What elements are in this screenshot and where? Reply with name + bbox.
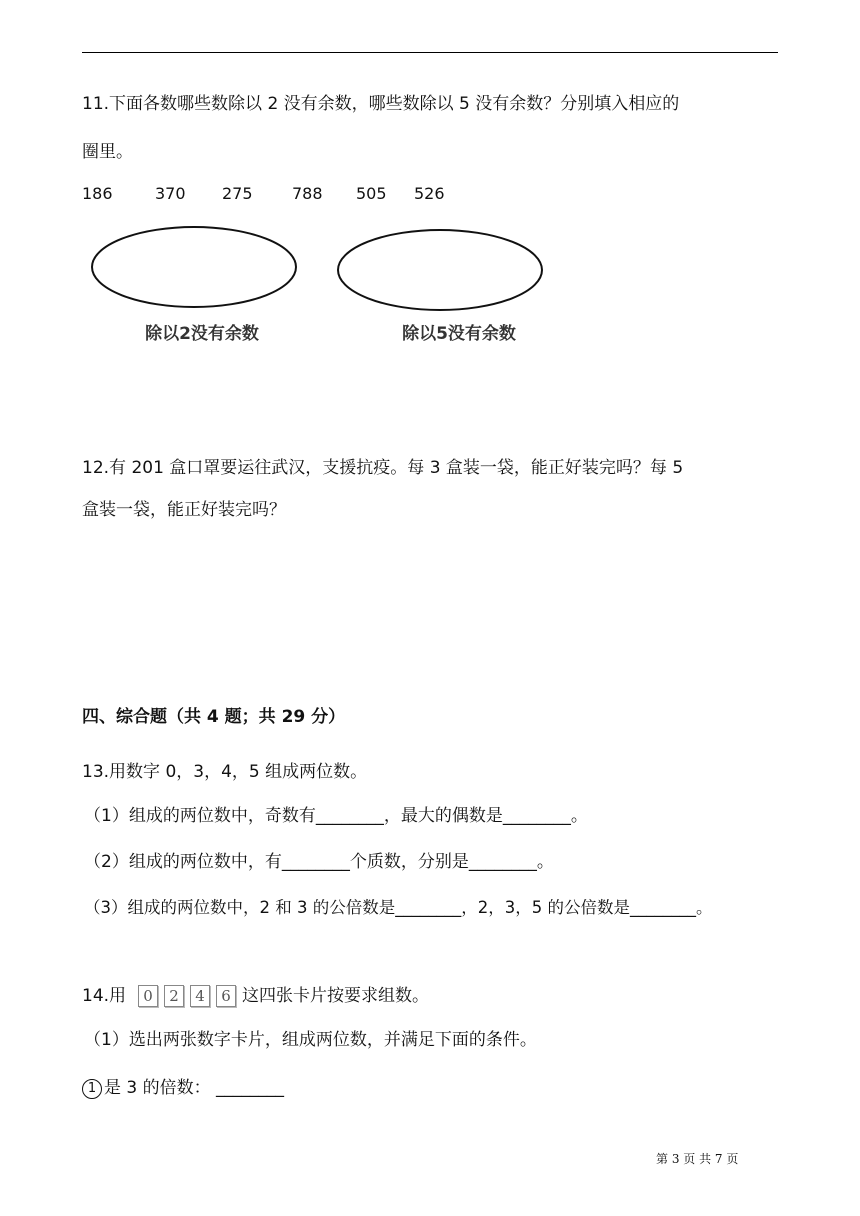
circle-div-by-5 (338, 230, 542, 310)
circle-div-by-2 (92, 227, 296, 307)
q13-part3: （3）组成的两位数中，2 和 3 的公倍数是________，2，3，5 的公倍数是________。 (84, 898, 713, 917)
q12-line1: 12.有 201 盒口罩要运往武汉，支援抗疫。每 3 盒装一袋，能正好装完吗？每 5 (82, 458, 684, 478)
q11-line2: 圈里。 (82, 142, 133, 162)
q14-suffix: 这四张卡片按要求组数。 (242, 986, 430, 1006)
section-heading: 四、综合题（共 4 题；共 29 分） (82, 707, 346, 727)
q11-number-list (0, 184, 860, 208)
q13-part2: （2）组成的两位数中，有________个质数，分别是________。 (84, 852, 554, 872)
q14-stem (82, 984, 429, 1008)
q11-circles (82, 226, 562, 356)
q13-stem: 13.用数字 0，3，4，5 组成两位数。 (82, 762, 368, 782)
number-item: 186 (82, 184, 113, 203)
q14-prefix: 14.用 (82, 986, 127, 1006)
header-rule (82, 52, 778, 53)
number-item: 788 (292, 184, 323, 203)
number-item: 505 (356, 184, 387, 203)
q14-part1: （1）选出两张数字卡片，组成两位数，并满足下面的条件。 (84, 1030, 537, 1050)
number-item: 370 (155, 184, 186, 203)
q14-item1 (82, 1076, 284, 1100)
page-number: 第 3 页 共 7 页 (656, 1152, 739, 1166)
circled-number: 1 (82, 1079, 102, 1099)
number-card: 4 (190, 985, 210, 1007)
number-item: 526 (414, 184, 445, 203)
q11-line1: 11.下面各数哪些数除以 2 没有余数，哪些数除以 5 没有余数？分别填入相应的 (82, 94, 680, 114)
q12-line2: 盒装一袋，能正好装完吗？ (82, 500, 286, 520)
circle1-label: 除以2没有余数 (145, 324, 259, 344)
number-card: 6 (216, 985, 236, 1007)
number-card: 0 (138, 985, 158, 1007)
circle2-label: 除以5没有余数 (402, 324, 516, 344)
q14-cards (138, 985, 236, 1007)
q13-part1: （1）组成的两位数中，奇数有________，最大的偶数是________。 (84, 806, 588, 826)
q11-circles-svg (82, 226, 562, 356)
number-card: 2 (164, 985, 184, 1007)
number-item: 275 (222, 184, 253, 203)
q14-item1-text: 是 3 的倍数： ________ (104, 1078, 285, 1098)
